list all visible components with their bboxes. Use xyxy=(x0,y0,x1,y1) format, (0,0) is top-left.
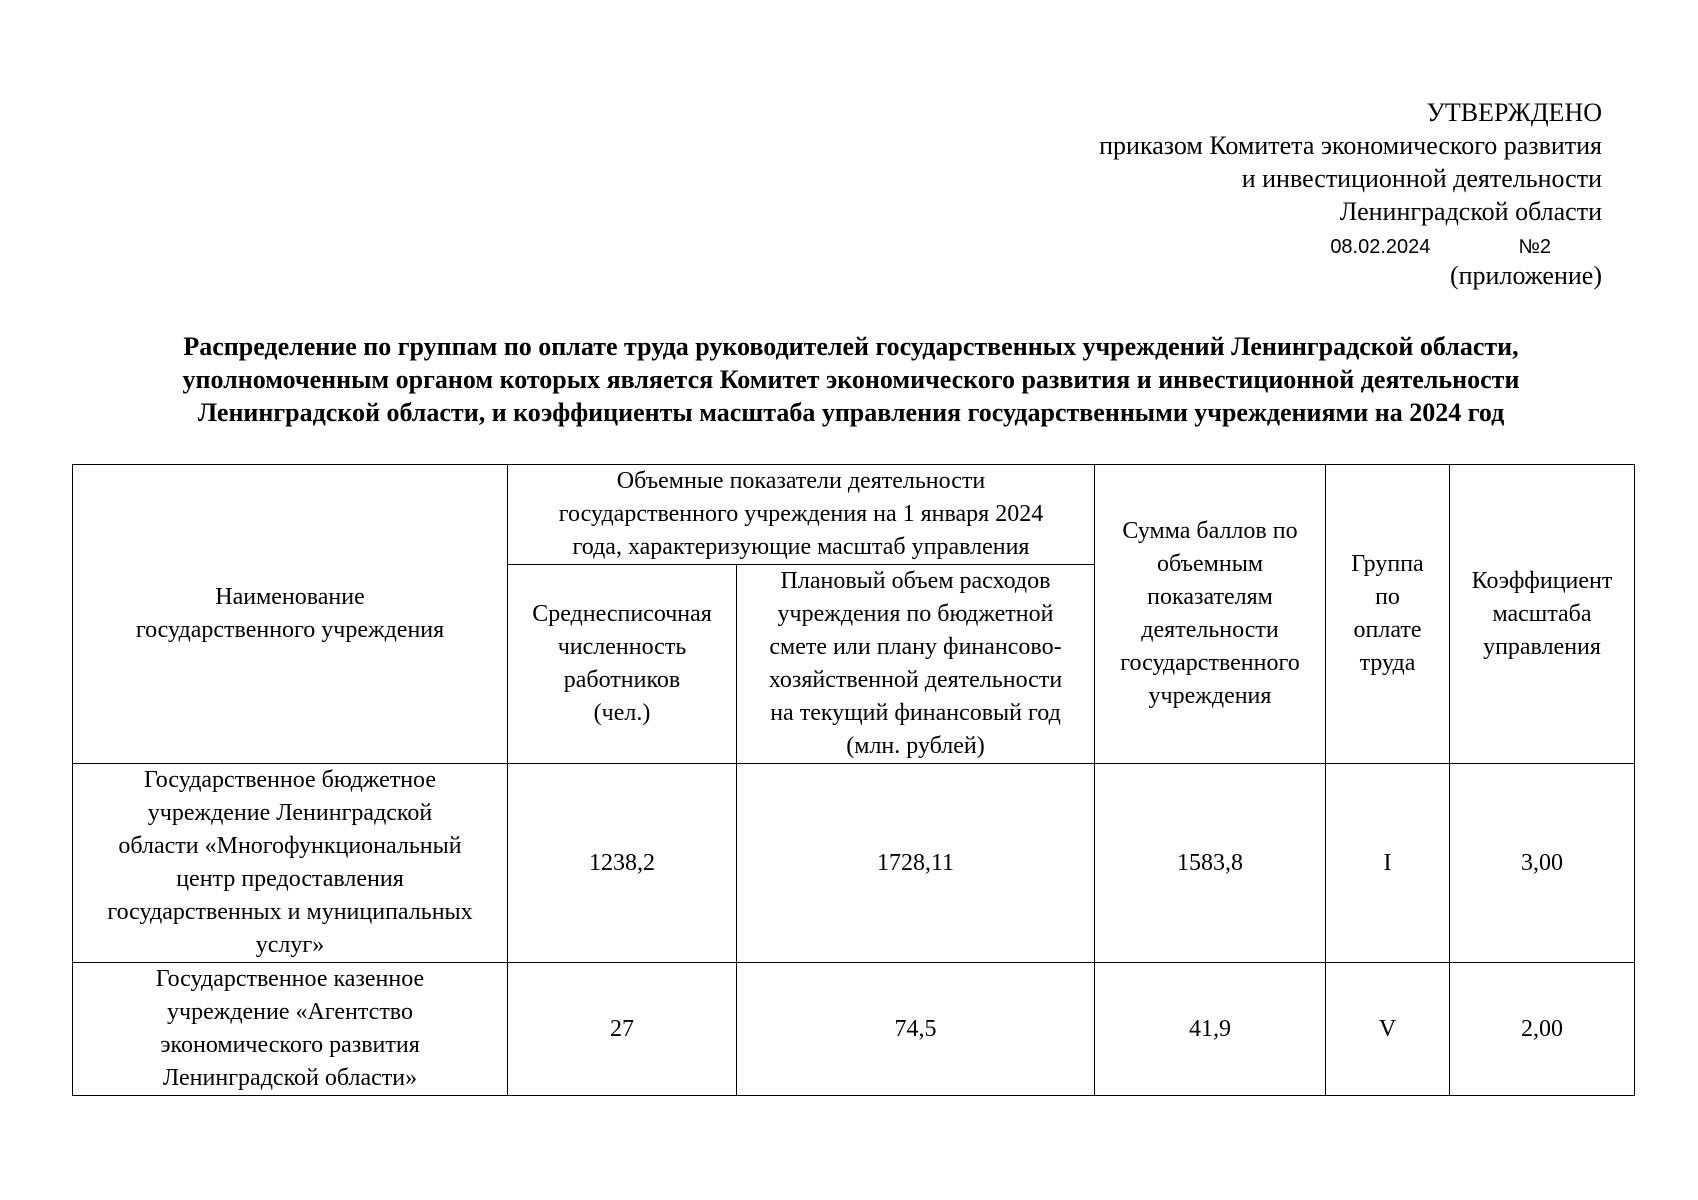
cell-score: 41,9 xyxy=(1095,963,1326,1096)
table-row xyxy=(73,764,1635,963)
header-line: по xyxy=(1375,584,1400,610)
appendix-label: (приложение) xyxy=(1449,261,1602,290)
header-line: Среднесписочная xyxy=(532,601,712,627)
table-header-row xyxy=(73,465,1635,565)
header-line: объемным xyxy=(1156,551,1264,577)
order-date: 08.02.2024 xyxy=(1330,236,1431,258)
header-line: учреждения по бюджетной xyxy=(777,601,1054,627)
header-line: смете или плану финансово- xyxy=(769,634,1062,660)
header-line: труда xyxy=(1359,650,1416,676)
header-line: (чел.) xyxy=(593,700,651,726)
cell-line: услуг» xyxy=(255,932,325,958)
cell-budget: 1728,11 xyxy=(737,764,1095,963)
cell-line: Государственное бюджетное xyxy=(144,767,436,793)
header-line: масштаба xyxy=(1492,600,1592,627)
header-line: численность xyxy=(557,634,687,660)
header-line: управления xyxy=(1483,633,1601,660)
cell-headcount: 1238,2 xyxy=(508,764,737,963)
header-budget xyxy=(737,565,1095,764)
header-line: (млн. рублей) xyxy=(846,733,985,759)
title-line: уполномоченным органом которых является Комитет экономического развития и инвестиционной деятельности xyxy=(182,365,1520,394)
header-name xyxy=(73,465,508,764)
cell-line: экономического развития xyxy=(160,1032,420,1058)
header-line: оплате xyxy=(1353,617,1422,643)
header-line: показателям xyxy=(1147,584,1273,610)
cell-line: области «Многофункциональный xyxy=(118,833,462,859)
cell-line: центр предоставления xyxy=(176,866,404,892)
header-line: учреждения xyxy=(1148,683,1272,709)
distribution-table xyxy=(72,464,1635,1096)
order-line xyxy=(1099,232,1602,262)
cell-institution-name xyxy=(73,963,508,1096)
title-line: Распределение по группам по оплате труда руководителей государственных учреждений Ленинградской области, xyxy=(183,332,1519,361)
header-score xyxy=(1095,465,1326,764)
header-volume-indicators xyxy=(508,465,1095,565)
cell-line: государственных и муниципальных xyxy=(107,899,473,925)
header-line: Объемные показатели деятельности xyxy=(616,468,986,494)
approval-heading: УТВЕРЖДЕНО xyxy=(1426,98,1602,127)
header-line: государственного учреждения на 1 января 2024 xyxy=(558,501,1044,527)
cell-budget: 74,5 xyxy=(737,963,1095,1096)
header-pay-group xyxy=(1326,465,1450,764)
header-line: Наименование xyxy=(215,584,365,610)
approval-authority-line: и инвестиционной деятельности xyxy=(1241,164,1602,193)
cell-coefficient: 3,00 xyxy=(1450,764,1635,963)
document-title xyxy=(70,330,1632,429)
header-line: Группа xyxy=(1351,551,1424,577)
cell-line: Государственное казенное xyxy=(155,966,425,992)
cell-headcount: 27 xyxy=(508,963,737,1096)
cell-pay-group: I xyxy=(1326,764,1450,963)
header-line: работников xyxy=(563,667,681,693)
header-line: на текущий финансовый год xyxy=(770,700,1061,726)
title-line: Ленинградской области, и коэффициенты масштаба управления государственными учреждениями на 2024 год xyxy=(197,398,1505,427)
cell-line: учреждение «Агентство xyxy=(167,999,413,1025)
approval-stamp xyxy=(1099,96,1602,290)
cell-score: 1583,8 xyxy=(1095,764,1326,963)
cell-line: учреждение Ленинградской xyxy=(147,800,433,826)
header-line: государственного учреждения xyxy=(135,617,445,643)
cell-institution-name xyxy=(73,764,508,963)
header-line: государственного xyxy=(1120,650,1300,676)
cell-line: Ленинградской области» xyxy=(162,1065,418,1091)
header-line: Коэффициент xyxy=(1471,567,1613,594)
header-line: года, характеризующие масштаб управления xyxy=(572,534,1030,560)
header-coefficient xyxy=(1450,465,1635,764)
approval-authority-line: приказом Комитета экономического развития xyxy=(1099,131,1602,160)
order-number: №2 xyxy=(1518,236,1551,258)
header-line: хозяйственной деятельности xyxy=(768,667,1063,693)
cell-coefficient: 2,00 xyxy=(1450,963,1635,1096)
header-line: Плановый объем расходов xyxy=(780,568,1051,594)
header-line: Сумма баллов по xyxy=(1122,518,1298,544)
header-headcount xyxy=(508,565,737,764)
header-line: деятельности xyxy=(1141,617,1279,643)
table-row xyxy=(73,963,1635,1096)
approval-authority-line: Ленинградской области xyxy=(1339,197,1602,226)
cell-pay-group: V xyxy=(1326,963,1450,1096)
